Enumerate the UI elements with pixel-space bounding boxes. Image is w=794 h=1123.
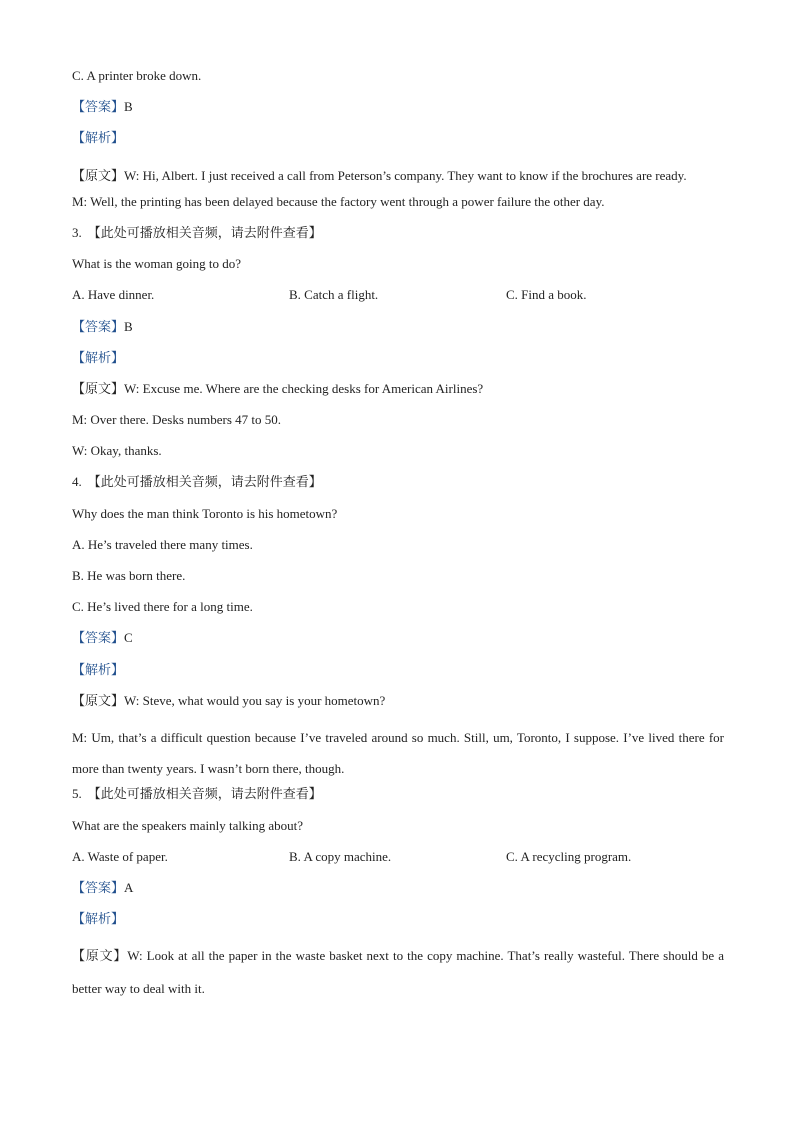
q3-transcript-1 [72, 379, 724, 410]
answer-label: 【答案】 [72, 631, 125, 647]
analysis-label: 【解析】 [72, 131, 125, 147]
q3-option-c: C. Find a book. [506, 287, 587, 303]
answer-value: A [124, 879, 134, 895]
transcript-label: 【原文】 [72, 381, 125, 397]
q3-transcript-3: W: Okay, thanks. [72, 443, 162, 459]
q2-answer [72, 97, 724, 128]
question-number: 4. [72, 474, 82, 490]
q3-option-b: B. Catch a flight. [289, 287, 379, 303]
q4-analysis [72, 660, 724, 691]
transcript-label: 【原文】 [72, 949, 128, 965]
question-number: 5. [72, 786, 82, 802]
q3-heading [72, 223, 724, 254]
answer-value: B [124, 99, 133, 115]
q5-option-b: B. A copy machine. [289, 848, 392, 864]
q4-transcript-2: M: Um, that’s a difficult question because I’ve traveled around so much. Still, um, Toronto, I suppose. I’ve lived there for more than twenty years. I wasn’t born there, though. [72, 729, 724, 777]
q3-option-a: A. Have dinner. [72, 287, 155, 303]
analysis-label: 【解析】 [72, 912, 125, 928]
q4-answer [72, 628, 724, 659]
analysis-label: 【解析】 [72, 350, 125, 366]
answer-label: 【答案】 [72, 100, 125, 116]
q5-answer [72, 878, 724, 909]
q5-question: What are the speakers mainly talking about? [72, 817, 304, 833]
q5-heading [72, 784, 724, 815]
q2-analysis [72, 128, 724, 159]
q2-transcript-2: M: Well, the printing has been delayed because the factory went through a power failure the other day. [72, 193, 605, 209]
document-page [72, 66, 724, 1004]
q5-options [72, 847, 724, 878]
q4-option-a: A. He’s traveled there many times. [72, 536, 253, 552]
q5-analysis [72, 909, 724, 940]
analysis-label: 【解析】 [72, 662, 125, 678]
answer-label: 【答案】 [72, 880, 125, 896]
audio-note: 【此处可播放相关音频，请去附件查看】 [87, 225, 322, 241]
audio-note: 【此处可播放相关音频，请去附件查看】 [87, 787, 322, 803]
q4-option-b: B. He was born there. [72, 568, 186, 584]
transcript-label: 【原文】 [72, 693, 125, 709]
answer-value: C [124, 630, 133, 646]
q2-option-c: C. A printer broke down. [72, 68, 202, 83]
q3-options [72, 285, 724, 316]
q3-question: What is the woman going to do? [72, 256, 241, 272]
q5-option-c: C. A recycling program. [506, 848, 632, 864]
transcript-text: W: Steve, what would you say is your hometown? [124, 692, 386, 708]
q3-transcript-2: M: Over there. Desks numbers 47 to 50. [72, 412, 282, 428]
q4-option-c: C. He’s lived there for a long time. [72, 599, 253, 615]
answer-label: 【答案】 [72, 319, 125, 335]
answer-value: B [124, 318, 133, 334]
transcript-label: 【原文】 [72, 168, 125, 184]
question-number: 3. [72, 224, 82, 240]
audio-note: 【此处可播放相关音频，请去附件查看】 [87, 475, 322, 491]
q2-transcript-1 [72, 160, 724, 192]
q4-question: Why does the man think Toronto is his hometown? [72, 505, 338, 521]
transcript-text: W: Look at all the paper in the waste basket next to the copy machine. That’s really wasteful. There should be a better way to deal with it. [72, 948, 724, 996]
transcript-text: W: Hi, Albert. I just received a call from Peterson’s company. They want to know if the brochures are ready. [124, 167, 687, 183]
q5-transcript-1 [72, 940, 724, 1003]
q3-answer [72, 317, 724, 348]
q4-heading [72, 472, 724, 503]
transcript-text: W: Excuse me. Where are the checking desks for American Airlines? [124, 380, 484, 396]
q3-analysis [72, 348, 724, 379]
q4-transcript-1 [72, 691, 724, 722]
q5-option-a: A. Waste of paper. [72, 848, 168, 864]
